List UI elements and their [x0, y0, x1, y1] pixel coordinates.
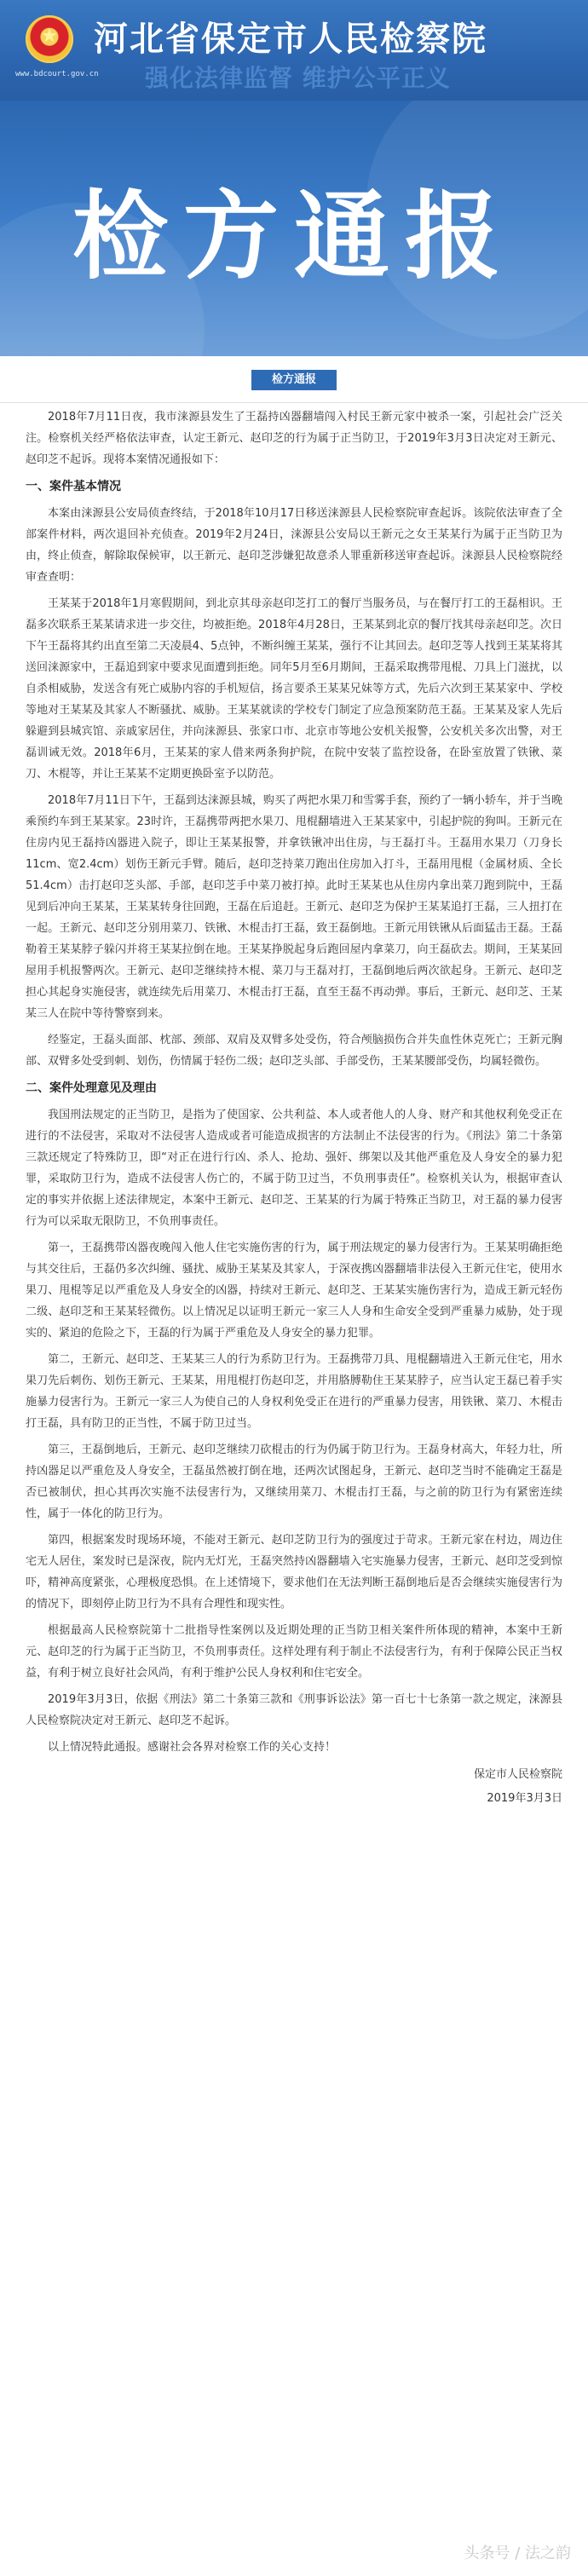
- slogan: 强化法律监督 维护公平正义: [145, 64, 451, 92]
- signature-block: [0, 1763, 588, 1811]
- paragraph: 我国刑法规定的正当防卫，是指为了使国家、公共利益、本人或者他人的人身、财产和其他权利免受正在进行的不法侵害，采取对不法侵害人造成或者可能造成损害的方法制止不法侵害的行为。《刑法》第二十条第三款还规定了特殊防卫，即“对正在进行行凶、杀人、抢劫、强奸、绑架以及其他严重危及人身安全的暴力犯罪，采取防卫行为，造成不法侵害人伤亡的，不属于防卫过当，不负刑事责任”。检察机关认为，根据审查认定的事实并依据上述法律规定，本案中王新元、赵印芝、王某某的行为属于特殊正当防卫，对王磊的暴力侵害行为可以采取无限防卫，不负刑事责任。: [26, 1109, 562, 1228]
- paragraph: 2019年3月3日，依据《刑法》第二十条第三款和《刑事诉讼法》第一百七十七条第一款之规定，涞源县人民检察院决定对王新元、赵印芝不起诉。: [26, 1693, 562, 1727]
- signature-org: 保定市人民检察院: [473, 1768, 562, 1781]
- closing-paragraph: 以上情况特此通报。感谢社会各界对检察工作的关心支持！: [48, 1741, 337, 1754]
- org-title: 河北省保定市人民检察院: [94, 19, 487, 59]
- section-tab: 检方通报: [251, 370, 337, 390]
- watermark: 头条号 / 法之韵: [464, 2544, 571, 2562]
- paragraph: 第二，王新元、赵印芝、王某某三人的行为系防卫行为。王磊携带刀具、甩棍翻墙进入王新元住宅，用水果刀先后刺伤、划伤王新元、王某某，用甩棍打伤赵印芝，并用胳膊勒住王某某脖子，应当认定王磊已着手实施暴力侵害行为。王新元一家三人为使自己的人身权利免受正在进行的严重暴力侵害，用铁锹、菜刀、木棍击打王磊，具有防卫的正当性，不属于防卫过当。: [26, 1353, 562, 1430]
- emblem-star-icon: ★: [41, 26, 58, 47]
- paragraph: 2018年7月11日下午，王磊到达涞源县城，购买了两把水果刀和雪雾手套，预约了一辆小轿车，并于当晚乘预约车到王某某家。23时许，王磊携带两把水果刀、甩棍翻墙进入王某某家中，引起护院的狗叫。王新元在住房内见王磊持凶器进入院子，即让王某某报警，并拿铁锹冲出住房，与王磊打斗。王磊用水果刀（刀身长11cm、宽2.4cm）划伤王新元手臂。随后，赵印芝持菜刀跑出住房加入打斗，王磊用甩棍（金属材质、全长51.4cm）击打赵印芝头部、手部，赵印芝手中菜刀被打掉。此时王某某也从住房内拿出菜刀跑到院中，王磊见到后冲向王某某，王某某转身往回跑，王磊在后追赶。王新元、赵印芝为保护王某某追打王磊，三人扭打在一起。王新元、赵印芝分别用菜刀、铁锹、木棍击打王磊，致王磊倒地。王新元用铁锹从后面猛击王磊。王磊勒着王某某脖子躲闪并将王某某拉倒在地。王某某挣脱起身后跑回屋内拿菜刀，向王磊砍去。期间，王某某回屋用手机报警两次。王新元、赵印芝继续持木棍、菜刀与王磊对打，王磊倒地后两次欲起身。王新元、赵印芝担心其起身实施侵害，就连续先后用菜刀、木棍击打王磊，直至王磊不再动弹。事后，王新元、赵印芝、王某某三人在院中等待警察到来。: [26, 794, 562, 1020]
- section-tab-bar: [0, 356, 588, 403]
- section-heading-2: 二、案件处理意见及理由: [26, 1081, 157, 1095]
- section-heading-1: 一、案件基本情况: [26, 480, 121, 493]
- paragraph: 第三，王磊倒地后，王新元、赵印芝继续刀砍棍击的行为仍属于防卫行为。王磊身材高大，年轻力壮，所持凶器足以严重危及人身安全，王磊虽然被打倒在地，还两次试图起身，王新元、赵印芝当时不能确定王磊是否已被制伏，担心其再次实施不法侵害行为，又继续用菜刀、木棍击打王磊，与之前的防卫行为有紧密连续性，属于一体化的防卫行为。: [26, 1444, 562, 1520]
- paragraph: 王某某于2018年1月寒假期间，到北京其母亲赵印芝打工的餐厅当服务员，与在餐厅打工的王磊相识。王磊多次联系王某某请求进一步交往，均被拒绝。2018年4月28日，王某某到北京的餐厅找其母亲赵印芝。次日下午王磊将其约出直至第二天凌晨4、5点钟，不断纠缠王某某，强行不让其回去。赵印芝等人找到王某某将其送回涞源家中，王磊追到家中要求见面遭到拒绝。同年5月至6月期间，王磊采取携带甩棍、刀具上门滋扰，以自杀相威胁，发送含有死亡威胁内容的手机短信，扬言要杀王某某兄妹等方式，先后六次到王某某家中、学校等地对王某某及其家人不断骚扰、威胁。王某某就读的学校专门制定了应急预案防范王磊。王某某及家人先后躲避到县城宾馆、亲戚家居住，并向涞源县、张家口市、北京市等地公安机关报警，公安机关多次出警，对王磊训诫无效。2018年6月，王某某的家人借来两条狗护院，在院中安装了监控设备，在卧室放置了铁锹、菜刀、木棍等，并让王某某不定期更换卧室予以防范。: [26, 597, 562, 781]
- paragraph: 根据最高人民检察院第十二批指导性案例以及近期处理的正当防卫相关案件所体现的精神，本案中王新元、赵印芝的行为属于正当防卫，不负刑事责任。这样处理有利于制止不法侵害行为，有利于保障公民正当权益，有利于树立良好社会风尚，有利于维护公民人身权利和住宅安全。: [26, 1624, 562, 1680]
- site-url[interactable]: www.bdcourt.gov.cn: [15, 70, 99, 78]
- paragraph: 本案由涞源县公安局侦查终结，于2018年10月17日移送涞源县人民检察院审查起诉。该院依法审查了全部案件材料，两次退回补充侦查。2019年2月24日，涞源县公安局以王新元之女王某某行为属于正当防卫为由，终止侦查，解除取保候审，以王新元、赵印芝涉嫌犯故意杀人罪重新移送审查起诉。涞源县人民检察院经审查查明：: [26, 507, 562, 584]
- hero-banner: [0, 101, 588, 356]
- paragraph: 第四，根据案发时现场环境，不能对王新元、赵印芝防卫行为的强度过于苛求。王新元家在村边，周边住宅无人居住，案发时已是深夜，院内无灯光，王磊突然持凶器翻墙入宅实施暴力侵害，王新元、赵印芝受到惊吓，精神高度紧张，心理极度恐惧。在上述情境下，要求他们在无法判断王磊倒地后是否会继续实施侵害行为的情况下，即刻停止防卫行为不具有合理性和现实性。: [26, 1534, 562, 1611]
- banner-title: 检方通报: [72, 181, 516, 292]
- intro-paragraph: 2018年7月11日夜，我市涞源县发生了王磊持凶器翻墙闯入村民王新元家中被杀一案，引起社会广泛关注。检察机关经严格依法审查，认定王新元、赵印芝的行为属于正当防卫，于2019年3月3日决定对王新元、赵印芝不起诉。现将本案情况通报如下：: [26, 411, 562, 466]
- paragraph: 第一，王磊携带凶器夜晚闯入他人住宅实施伤害的行为，属于刑法规定的暴力侵害行为。王某某明确拒绝与其交往后，王磊仍多次纠缠、骚扰、威胁王某某及其家人，于深夜携凶器翻墙非法侵入王新元住宅，使用水果刀、甩棍等足以严重危及人身安全的凶器，持续对王新元、赵印芝、王某某实施伤害行为，造成王新元轻伤二级、赵印芝和王某某轻微伤。以上情况足以证明王新元一家三人人身和生命安全受到严重暴力威胁，处于现实的、紧迫的危险之下，王磊的行为属于严重危及人身安全的暴力犯罪。: [26, 1242, 562, 1340]
- announcement-body: [0, 403, 588, 1758]
- header-banner: [0, 0, 588, 101]
- signature-date: 2019年3月3日: [487, 1792, 562, 1805]
- paragraph: 经鉴定，王磊头面部、枕部、颈部、双肩及双臂多处受伤，符合颅脑损伤合并失血性休克死亡；王新元胸部、双臂多处受到刺、划伤，伤情属于轻伤二级；赵印芝头部、手部受伤，王某某腰部受伤，均属轻微伤。: [26, 1034, 562, 1068]
